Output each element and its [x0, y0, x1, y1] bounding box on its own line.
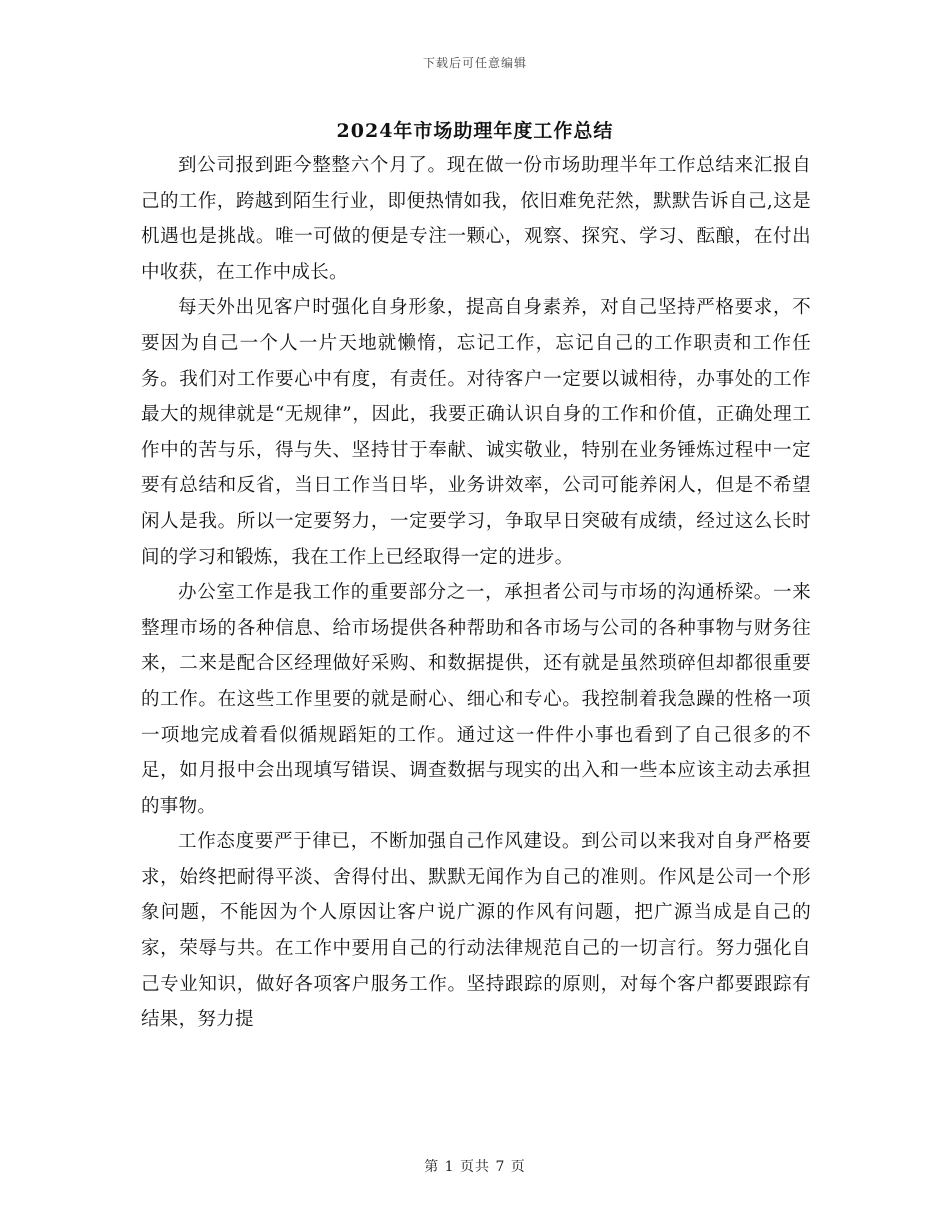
paragraph-3: 办公室工作是我工作的重要部分之一，承担者公司与市场的沟通桥梁。一来整理市场的各种信息、给市场提供各种帮助和各市场与公司的各种事物与财务往来，二来是配合区经理做好采购、和数据提供，还有就是虽然琐碎但却都很重要的工作。在这些工作里要的就是耐心、细心和专心。我控制着我急躁的性格一项一项地完成着看似循规蹈矩的工作。通过这一件件小事也看到了自己很多的不足，如月报中会出现填写错误、调查数据与现实的出入和一些本应该主动去承担的事物。	[141, 582, 811, 817]
paragraph-4: 工作态度要严于律已，不断加强自己作风建设。到公司以来我对自身严格要求，始终把耐得平淡、舍得付出、默默无闻作为自己的准则。作风是公司一个形象问题，不能因为个人原因让客户说广源的作风有问题，把广源当成是自己的家，荣辱与共。在工作中要用自己的行动法律规范自己的一切言行。努力强化自己专业知识，做好各项客户服务工作。坚持跟踪的原则，对每个客户都要跟踪有结果，努力提	[141, 831, 811, 1031]
document-title: 2024年市场助理年度工作总结	[336, 120, 614, 142]
paragraph-2: 每天外出见客户时强化自身形象，提高自身素养，对自己坚持严格要求，不要因为自己一个人一片天地就懒惰，忘记工作，忘记自己的工作职责和工作任务。我们对工作要心中有度，有责任。对待客户一定要以诚相待，办事处的工作最大的规律就是“无规律”，因此，我要正确认识自身的工作和价值，正确处理工作中的苦与乐，得与失、坚持甘于奉献、诚实敬业，特别在业务锤炼过程中一定要有总结和反省，当日工作当日毕，业务讲效率，公司可能养闲人，但是不希望闲人是我。所以一定要努力，一定要学习，争取早日突破有成绩，经过这么长时间的学习和锻炼，我在工作上已经取得一定的进步。	[141, 297, 811, 568]
page-header-note: 下载后可任意编辑	[422, 56, 527, 70]
page-number-footer: 第 1 页共 7 页	[424, 1159, 526, 1175]
document-body	[141, 148, 811, 1038]
paragraph-1: 到公司报到距今整整六个月了。现在做一份市场助理半年工作总结来汇报自己的工作，跨越到陌生行业，即便热情如我，依旧难免茫然，默默告诉自己,这是机遇也是挑战。唯一可做的便是专注一颗心，观察、探究、学习、酝酿，在付出中收获，在工作中成长。	[141, 155, 811, 283]
